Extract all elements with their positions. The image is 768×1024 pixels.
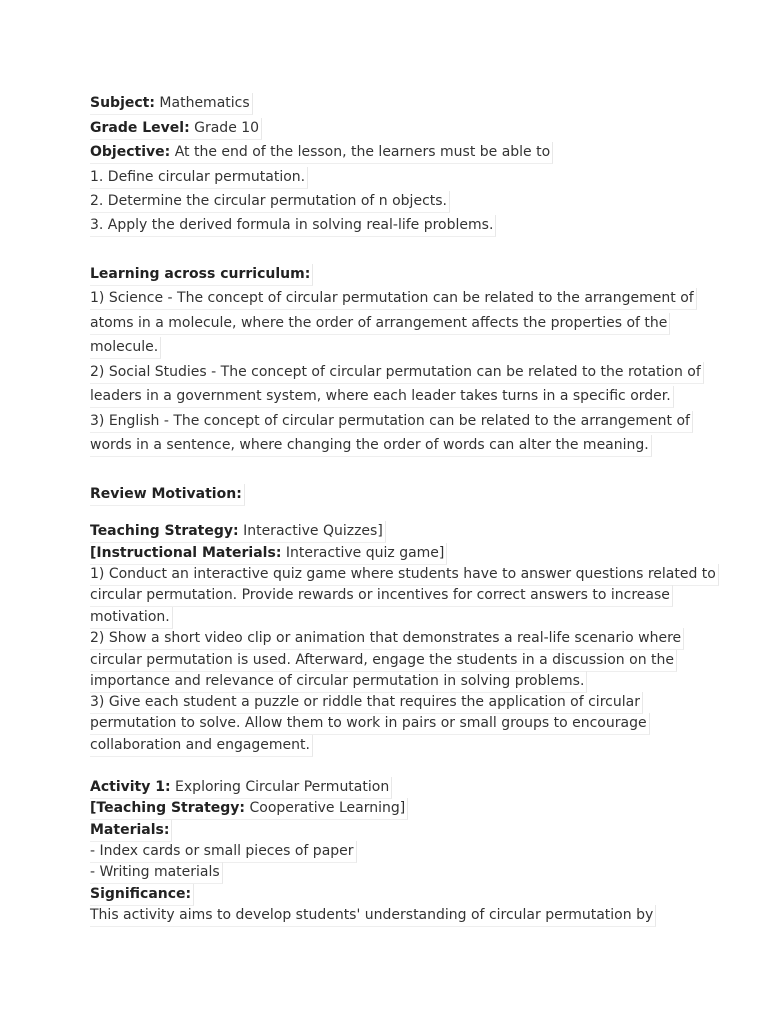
curriculum-line: molecule. <box>90 337 161 359</box>
grade-label: Grade Level: <box>90 120 190 136</box>
review-materials-value: Interactive quiz game] <box>285 545 445 561</box>
review-strategy-value: Interactive Quizzes] <box>243 523 383 539</box>
review-strategy-label: Teaching Strategy: <box>90 523 239 539</box>
activity-materials-heading <box>90 820 172 842</box>
activity-material-item: - Writing materials <box>90 862 223 884</box>
subject-line <box>90 93 253 115</box>
review-line: circular permutation is used. Afterward, engage the students in a discussion on the <box>90 650 677 672</box>
objective-item: 2. Determine the circular permutation of n objects. <box>90 191 450 213</box>
review-heading <box>90 484 245 506</box>
review-materials-label: [Instructional Materials: <box>90 545 282 561</box>
activity-materials-heading-text: Materials: <box>90 822 170 838</box>
review-strategy-line <box>90 521 386 543</box>
review-line: 1) Conduct an interactive quiz game where students have to answer questions related to <box>90 564 719 586</box>
subject-label: Subject: <box>90 95 155 111</box>
curriculum-line: leaders in a government system, where each leader takes turns in a specific order. <box>90 386 674 408</box>
objective-item: 1. Define circular permutation. <box>90 167 308 189</box>
grade-value: Grade 10 <box>194 120 260 136</box>
activity-title-value: Exploring Circular Permutation <box>175 779 390 795</box>
activity-title-label: Activity 1: <box>90 779 171 795</box>
objective-line <box>90 142 553 164</box>
activity-significance-heading-text: Significance: <box>90 886 192 902</box>
review-line: 3) Give each student a puzzle or riddle that requires the application of circular <box>90 692 643 714</box>
review-line: circular permutation. Provide rewards or incentives for correct answers to increase <box>90 585 673 607</box>
activity-title-line <box>90 777 392 799</box>
activity-significance-heading <box>90 884 194 906</box>
objective-value: At the end of the lesson, the learners must be able to <box>174 144 551 160</box>
grade-line <box>90 118 262 140</box>
review-line: motivation. <box>90 607 173 629</box>
curriculum-heading <box>90 264 313 286</box>
activity-strategy-line <box>90 798 408 820</box>
objective-label: Objective: <box>90 144 171 160</box>
curriculum-line: 3) English - The concept of circular permutation can be related to the arrangement of <box>90 411 693 433</box>
curriculum-line: 1) Science - The concept of circular permutation can be related to the arrangement of <box>90 288 697 310</box>
review-line: collaboration and engagement. <box>90 735 313 757</box>
review-line: importance and relevance of circular permutation in solving problems. <box>90 671 587 693</box>
review-heading-text: Review Motivation: <box>90 486 242 502</box>
activity-strategy-value: Cooperative Learning] <box>249 800 406 816</box>
objective-item: 3. Apply the derived formula in solving real-life problems. <box>90 215 496 237</box>
review-line: 2) Show a short video clip or animation that demonstrates a real-life scenario where <box>90 628 684 650</box>
curriculum-line: atoms in a molecule, where the order of arrangement affects the properties of the <box>90 313 670 335</box>
review-line: permutation to solve. Allow them to work in pairs or small groups to encourage <box>90 713 650 735</box>
review-materials-line <box>90 543 447 565</box>
curriculum-line: words in a sentence, where changing the order of words can alter the meaning. <box>90 435 652 457</box>
activity-strategy-label: [Teaching Strategy: <box>90 800 246 816</box>
activity-material-item: - Index cards or small pieces of paper <box>90 841 357 863</box>
curriculum-line: 2) Social Studies - The concept of circular permutation can be related to the rotation of <box>90 362 704 384</box>
activity-significance-line: This activity aims to develop students' understanding of circular permutation by <box>90 905 656 927</box>
curriculum-heading-text: Learning across curriculum: <box>90 266 311 282</box>
subject-value: Mathematics <box>159 95 250 111</box>
